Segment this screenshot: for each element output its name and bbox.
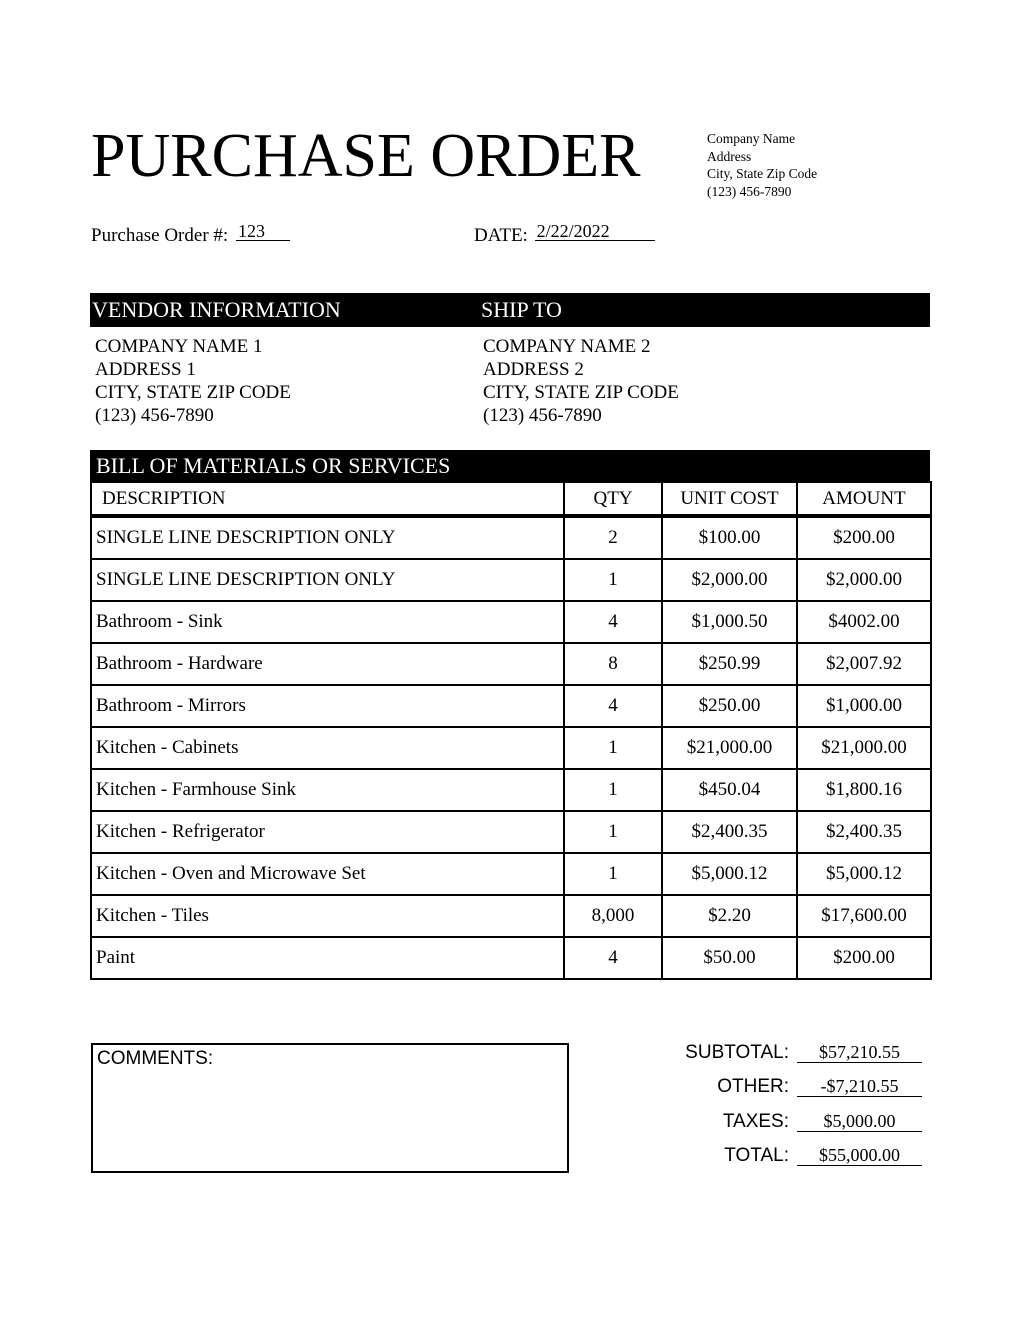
bill-table [90, 481, 932, 980]
table-row [91, 811, 931, 853]
other-value: -$7,210.55 [797, 1076, 922, 1097]
bill-table-header-row [91, 482, 931, 516]
row-unit-cost: $250.00 [662, 685, 797, 727]
vendor-phone: (123) 456-7890 [95, 405, 214, 426]
table-row [91, 643, 931, 685]
sender-company-name: Company Name [707, 131, 796, 146]
row-qty: 1 [564, 853, 662, 895]
table-row [91, 516, 931, 559]
vendor-address: ADDRESS 1 [95, 359, 196, 380]
ship-to-address-block [483, 335, 679, 427]
row-qty: 8,000 [564, 895, 662, 937]
row-unit-cost: $2.20 [662, 895, 797, 937]
total-label: TOTAL: [724, 1145, 789, 1166]
row-description: Bathroom - Hardware [91, 643, 564, 685]
row-qty: 1 [564, 559, 662, 601]
sender-company-address: Address [707, 148, 752, 164]
taxes-value: $5,000.00 [797, 1111, 922, 1132]
page-title: PURCHASE ORDER [91, 122, 641, 190]
row-qty: 4 [564, 601, 662, 643]
row-description: Kitchen - Tiles [91, 895, 564, 937]
vendor-name: COMPANY NAME 1 [95, 336, 263, 357]
row-unit-cost: $450.04 [662, 769, 797, 811]
ship-to-heading: SHIP TO [481, 297, 562, 322]
row-description: Kitchen - Cabinets [91, 727, 564, 769]
row-qty: 1 [564, 727, 662, 769]
subtotal-label: SUBTOTAL: [685, 1042, 789, 1063]
row-description: Kitchen - Farmhouse Sink [91, 769, 564, 811]
table-row [91, 559, 931, 601]
row-unit-cost: $2,400.35 [662, 811, 797, 853]
comments-label: COMMENTS: [97, 1048, 214, 1069]
row-unit-cost: $100.00 [662, 516, 797, 559]
table-row [91, 727, 931, 769]
po-number-row [91, 222, 290, 249]
column-description-header: DESCRIPTION [91, 482, 564, 516]
table-row [91, 895, 931, 937]
row-qty: 1 [564, 811, 662, 853]
row-unit-cost: $1,000.50 [662, 601, 797, 643]
row-amount: $2,007.92 [797, 643, 931, 685]
row-qty: 1 [564, 769, 662, 811]
ship-to-phone: (123) 456-7890 [483, 405, 602, 426]
row-unit-cost: $2,000.00 [662, 559, 797, 601]
row-description: SINGLE LINE DESCRIPTION ONLY [91, 559, 564, 601]
vendor-heading: VENDOR INFORMATION [92, 297, 341, 322]
other-label: OTHER: [717, 1076, 789, 1097]
bill-header-bar [90, 450, 930, 482]
row-amount: $21,000.00 [797, 727, 931, 769]
table-row [91, 685, 931, 727]
subtotal-value: $57,210.55 [797, 1042, 922, 1063]
row-amount: $5,000.12 [797, 853, 931, 895]
row-description: Kitchen - Refrigerator [91, 811, 564, 853]
row-unit-cost: $21,000.00 [662, 727, 797, 769]
table-row [91, 937, 931, 979]
row-description: Bathroom - Sink [91, 601, 564, 643]
table-row [91, 853, 931, 895]
vendor-address-block [95, 335, 291, 427]
bill-table-body [91, 516, 931, 979]
table-row [91, 769, 931, 811]
comments-box[interactable] [91, 1043, 569, 1173]
row-amount: $200.00 [797, 937, 931, 979]
sender-company-block [707, 130, 817, 200]
ship-to-address: ADDRESS 2 [483, 359, 584, 380]
total-value: $55,000.00 [797, 1145, 922, 1166]
row-amount: $17,600.00 [797, 895, 931, 937]
row-unit-cost: $250.99 [662, 643, 797, 685]
column-unit-cost-header: UNIT COST [662, 482, 797, 516]
po-number-label: Purchase Order #: [91, 225, 229, 246]
date-row [474, 222, 655, 249]
row-description: SINGLE LINE DESCRIPTION ONLY [91, 516, 564, 559]
ship-to-name: COMPANY NAME 2 [483, 336, 651, 357]
row-unit-cost: $5,000.12 [662, 853, 797, 895]
po-number-value: 123 [236, 222, 290, 241]
table-row [91, 601, 931, 643]
row-amount: $200.00 [797, 516, 931, 559]
vendor-shipto-header-bar [90, 293, 930, 327]
row-amount: $2,000.00 [797, 559, 931, 601]
row-amount: $2,400.35 [797, 811, 931, 853]
row-description: Paint [91, 937, 564, 979]
row-qty: 2 [564, 516, 662, 559]
taxes-label: TAXES: [722, 1111, 789, 1132]
row-unit-cost: $50.00 [662, 937, 797, 979]
bill-heading: BILL OF MATERIALS OR SERVICES [96, 453, 451, 478]
row-qty: 4 [564, 685, 662, 727]
sender-company-phone: (123) 456-7890 [707, 183, 792, 199]
row-amount: $1,800.16 [797, 769, 931, 811]
date-value: 2/22/2022 [535, 222, 655, 241]
sender-company-city: City, State Zip Code [707, 166, 818, 181]
row-description: Kitchen - Oven and Microwave Set [91, 853, 564, 895]
row-amount: $4002.00 [797, 601, 931, 643]
column-qty-header: QTY [564, 482, 662, 516]
row-amount: $1,000.00 [797, 685, 931, 727]
date-label: DATE: [474, 225, 528, 246]
row-description: Bathroom - Mirrors [91, 685, 564, 727]
column-amount-header: AMOUNT [797, 482, 931, 516]
ship-to-city: CITY, STATE ZIP CODE [483, 382, 679, 403]
row-qty: 4 [564, 937, 662, 979]
vendor-city: CITY, STATE ZIP CODE [95, 382, 291, 403]
row-qty: 8 [564, 643, 662, 685]
